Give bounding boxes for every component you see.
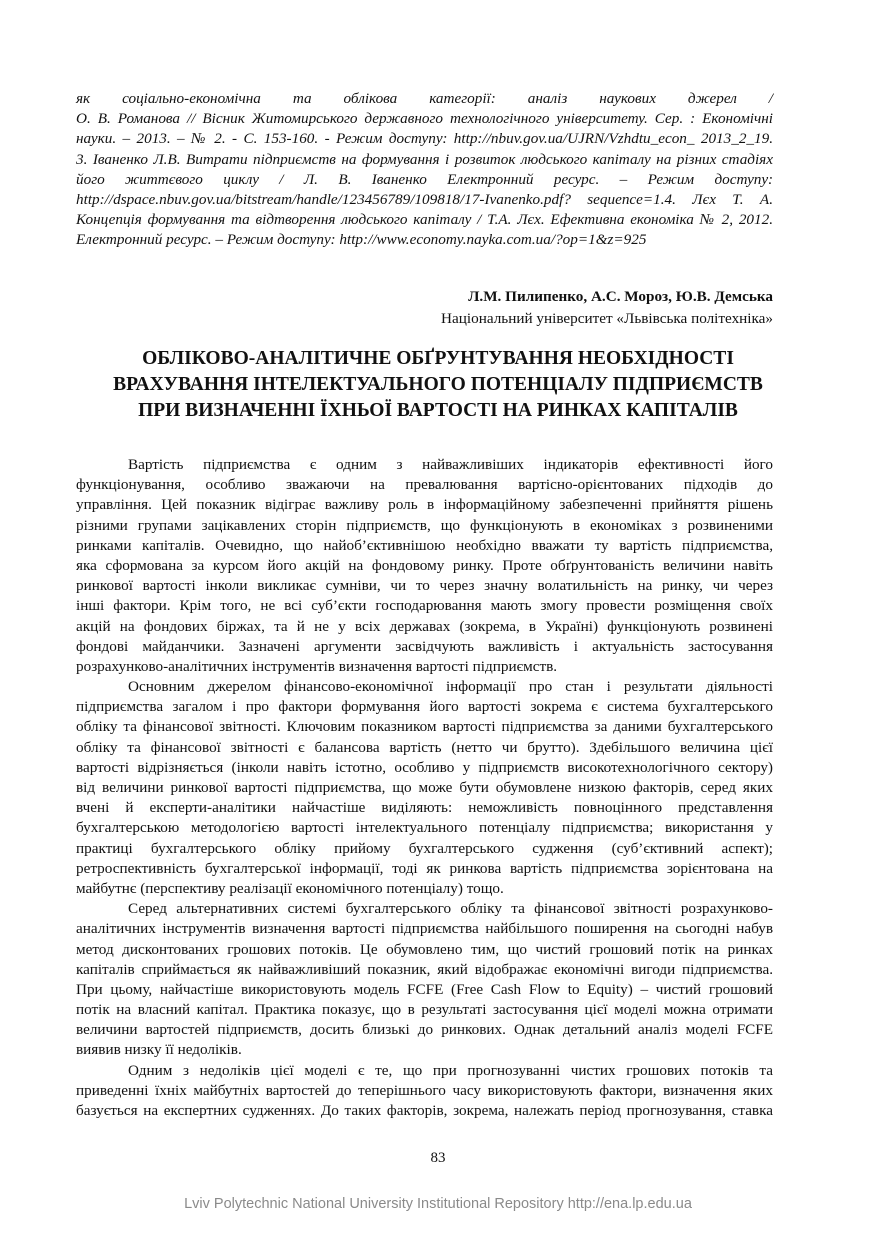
reference-line: Концепція формування та відтворення людського капіталу / Т.А. Лєх. Ефективна економіка № 2, 2012. [76, 211, 773, 229]
article-authors: Л.М. Пилипенко, А.С. Мороз, Ю.В. Демська [468, 288, 773, 305]
page-number: 83 [430, 1150, 446, 1166]
paragraph-line: При цьому, найчастіше використовують модель FCFE (Free Cash Flow to Equity) – чистий грошовий [76, 980, 773, 998]
paragraph [76, 899, 773, 1061]
paragraph-line: виявив низку її недоліків. [76, 1041, 242, 1059]
reference-line: як соціально-економічна та облікова категорії: аналіз наукових джерел / [76, 90, 773, 107]
paragraph-line: ретроспективність бухгалтерської інформації, тоді як ринкова вартість підприємства зорієнтована на [76, 859, 773, 877]
paragraph-line: практиці бухгалтерського обліку прийому бухгалтерського судження (суб’єктивний аспект); [76, 839, 773, 857]
paragraph-line: базується на експертних судженнях. До таких факторів, зокрема, належать період прогнозування, ставка [76, 1102, 773, 1119]
article-title [60, 346, 816, 424]
paragraph-line: вартості відрізняється (інколи навіть істотно, особливо у підприємств високотехнологічного сектору) [76, 758, 773, 776]
paragraph-line: величини вартостей підприємств, досить близькі до ринкових. Однак детальний аналіз моделі FCFE [76, 1021, 773, 1039]
paragraph-line: Основним джерелом фінансово-економічної інформації про стан і результати діяльності [128, 678, 773, 696]
paragraph-line: Серед альтернативних системі бухгалтерського обліку та фінансової звітності розрахунково- [128, 900, 773, 918]
reference-line: науки. – 2013. – № 2. - С. 153-160. - Режим доступу: http://nbuv.gov.ua/UJRN/Vzhdtu_econ_ 2013_2_19. [76, 130, 773, 148]
paragraph-line: Одним з недоліків цієї моделі є те, що при прогнозуванні чистих грошових потоків та [128, 1061, 773, 1079]
reference-line: Електронний ресурс. – Режим доступу: http://www.economy.nayka.com.ua/?op=1&z=925 [76, 231, 647, 249]
paragraph-line: метод дисконтованих грошових потоків. Це обумовлено тим, що чистий грошовий потік на ринках [76, 940, 773, 958]
repository-footer: Lviv Polytechnic National University Institutional Repository http://ena.lp.edu.ua [184, 1196, 692, 1212]
paragraph-line: потік на власний капітал. Практика показує, що в результаті застосування цієї моделі можна отримати [76, 1001, 773, 1019]
paragraph-line: від величини ринкової вартості підприємства, що може бути обумовлене низкою факторів, серед яких [76, 779, 773, 796]
paragraph-line: різними групами зацікавлених сторін підприємств, що функціонують в економіках з розвиненими [76, 516, 773, 534]
paragraph-line: підприємства загалом і про фактори формування його вартості зокрема є система бухгалтерського [76, 698, 773, 716]
paragraph-line: капіталів сприймається як найважливіший показник, який відображає економічні вигоди підприємства. [76, 960, 773, 978]
reference-line: О. В. Романова // Вісник Житомирського державного технологічного університету. Сер. : Економічні [76, 110, 773, 128]
author-affiliation: Національний університет «Львівська політехніка» [441, 310, 773, 327]
paragraph-line: яка сформована за курсом його акцій на фондовому ринку. Проте обґрунтованість величини навіть [76, 556, 773, 574]
paragraph-line: ринками капіталів. Очевидно, що найоб’єктивнішою необхідно вважати ту вартість підприємства, [76, 536, 773, 554]
paragraph-line: функціонування, особливо зважаючи на превалювання вартісно-орієнтованих підходів до [76, 476, 773, 494]
paragraph-line: аналітичних інструментів визначення вартості підприємства найбільшого поширення на сьогодні набув [76, 920, 773, 938]
paragraph-line: фондові майданчики. Зазначені аргументи засвідчують важливість і актуальність застосування [76, 637, 773, 655]
paragraph-line: акцій на фондових біржах, та й не у всіх державах (зокрема, в Україні) функціонують розвинені [76, 617, 773, 635]
paragraph [76, 677, 773, 899]
paragraph [76, 1061, 773, 1122]
paragraph-line: майбутнє (перспективу реалізації економічного потенціалу) тощо. [76, 879, 504, 897]
paragraph-line: ринкової вартості інколи викликає сумніви, чи то через значну волатильність на ринку, чи через [76, 577, 773, 595]
paragraph-line: обліку та фінансової звітності. Ключовим показником вартості підприємства за даними бухгалтерського [76, 718, 773, 736]
paragraph-line: обліку та фінансової звітності є балансова вартість (нетто чи брутто). Здебільшого величина цієї [76, 738, 773, 756]
paragraph-line: Вартість підприємства є одним з найважливіших індикаторів ефективності його [128, 456, 773, 473]
article-body [76, 455, 773, 1121]
paragraph-line: приведенні їхніх майбутніх вартостей до теперішнього часу використовують фактори, визначення яких [76, 1081, 773, 1099]
title-line: ВРАХУВАННЯ ІНТЕЛЕКТУАЛЬНОГО ПОТЕНЦІАЛУ ПІДПРИЄМСТВ [113, 374, 763, 395]
references-continuation [76, 89, 773, 251]
title-line: ПРИ ВИЗНАЧЕННІ ЇХНЬОЇ ВАРТОСТІ НА РИНКАХ КАПІТАЛІВ [138, 400, 738, 421]
paragraph [76, 455, 773, 677]
title-line: ОБЛІКОВО-АНАЛІТИЧНЕ ОБҐРУНТУВАННЯ НЕОБХІДНОСТІ [142, 348, 734, 369]
paragraph-line: вчені й експерти-аналітики найчастіше виділяють: неможливість повноцінного представлення [76, 799, 773, 817]
paragraph-line: управління. Цей показник відіграє важливу роль в інформаційному забезпеченні прийняття рішень [76, 496, 773, 514]
paragraph-line: бухгалтерською методологією вартості інтелектуального потенціалу підприємства; використання у [76, 819, 773, 837]
reference-line: 3. Іваненко Л.В. Витрати підприємств на формування і розвиток людського капіталу на різних стадіях [76, 150, 773, 168]
reference-line: його життєвого циклу / Л. В. Іваненко Електронний ресурс. – Режим доступу: [76, 170, 773, 188]
paragraph-line: інші фактори. Крім того, не всі суб’єкти господарювання мають змогу провести розміщення своїх [76, 597, 773, 615]
paragraph-line: розрахунково-аналітичних інструментів визначення вартості підприємств. [76, 657, 558, 675]
reference-line: http://dspace.nbuv.gov.ua/bitstream/handle/123456789/109818/17-Ivanenko.pdf? sequence=1.4. Лєх Т. А. [76, 190, 773, 208]
